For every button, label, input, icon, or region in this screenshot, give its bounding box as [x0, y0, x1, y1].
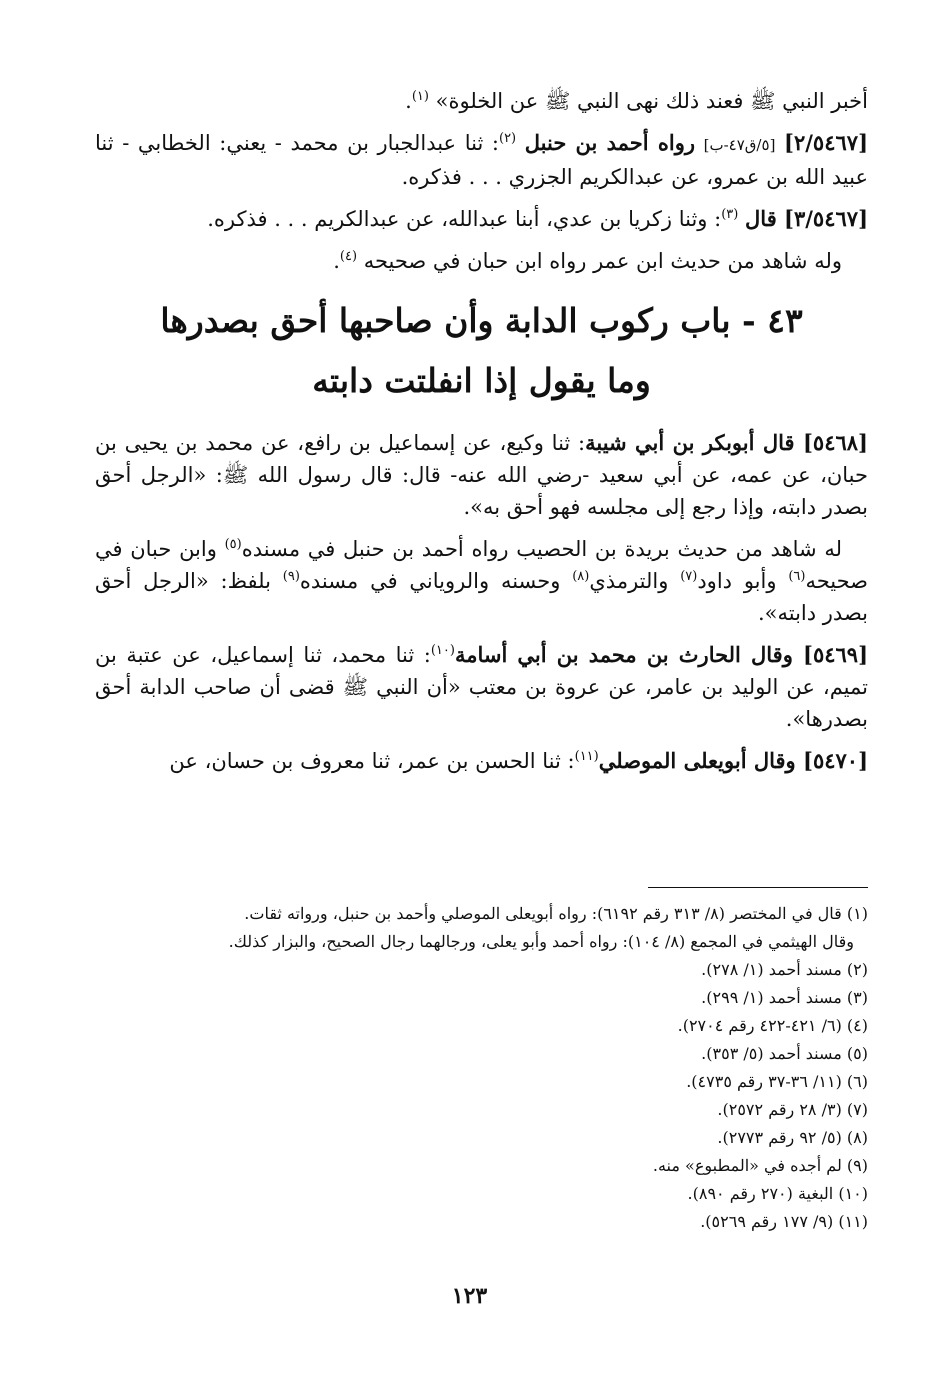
footnote-marker[interactable]: (٩): [282, 569, 300, 584]
footnote-item: (٥) مسند أحمد (٥/ ٣٥٣).: [701, 1044, 868, 1063]
footnotes: [95, 887, 868, 1236]
footnote-item: (١) قال في المختصر (٨/ ٣١٣ رقم ٦١٩٢): رواه أبويعلى الموصلي وأحمد بن حنبل، ورواته ثقات.: [244, 904, 868, 923]
narrator-lead: رواه أحمد بن حنبل: [524, 130, 695, 155]
paragraph-text: : ثنا عبدالجبار بن محمد - يعني: الخطابي - ثنا عبيد الله بن عمرو، عن عبدالكريم الجزري . . . فذكره.: [95, 131, 868, 189]
paragraph-text: : وثنا زكريا بن عدي، أبنا عبدالله، عن عبدالكريم . . . فذكره.: [207, 207, 722, 231]
page-body: [95, 85, 868, 787]
footnote-item: (٩) لم أجده في «المطبوع» منه.: [652, 1156, 868, 1175]
footnote-marker[interactable]: (٨): [572, 569, 590, 584]
footnote-marker[interactable]: (١٠): [430, 643, 455, 658]
chapter-heading: [95, 291, 868, 411]
footnote-item: (٧) (٣/ ٢٨ رقم ٢٥٧٢).: [717, 1100, 868, 1119]
footnote-marker[interactable]: (١١): [574, 749, 599, 764]
hadith-5468: [95, 427, 868, 523]
footnote-item: (٤) (٦/ ٤٢١-٤٢٢ رقم ٢٧٠٤).: [677, 1016, 868, 1035]
hadith-5470: [95, 745, 868, 777]
text-segment: بلفظ: «الرجل أحق بصدر دابته».: [95, 569, 868, 625]
page-number: ١٢٣: [451, 1283, 488, 1309]
hadith-number: [٥٤٧٠] وقال أبويعلى الموصلي: [598, 748, 868, 773]
hadith-number: [٣/٥٤٦٧] قال: [745, 206, 868, 231]
text-segment: وحسنه والروياني في مسنده: [299, 569, 573, 593]
text-segment: والترمذي: [589, 569, 681, 593]
hadith-text: : ثنا الحسن بن عمر، ثنا معروف بن حسان، عن: [169, 749, 575, 773]
text-segment: له شاهد من حديث بريدة بن الحصيب رواه أحمد بن حنبل في مسنده: [241, 537, 842, 561]
footnote-marker[interactable]: (٣): [721, 207, 739, 222]
footnote-marker[interactable]: (٤): [339, 249, 358, 264]
manuscript-reference: [٥/ق٤٧-ب]: [703, 136, 776, 154]
paragraph-1: [95, 85, 868, 117]
footnote-item: (٣) مسند أحمد (١/ ٢٩٩).: [701, 988, 868, 1007]
text-segment: وأبو داود: [697, 569, 789, 593]
hadith-5469: [95, 639, 868, 735]
paragraph-4: [95, 245, 868, 277]
hadith-text: : ثنا محمد، ثنا إسماعيل، عن عتبة بن تميم، عن الوليد بن عامر، عن عروة بن معتب «أن النبي ﷺ قضى أن صاحب الدابة أحق بصدرها».: [95, 643, 868, 731]
footnote-item: (٢) مسند أحمد (١/ ٢٧٨).: [701, 960, 868, 979]
paragraph-text: وله شاهد من حديث ابن عمر رواه ابن حبان في صحيحه: [363, 249, 842, 273]
footnote-marker[interactable]: (٢): [498, 131, 517, 146]
paragraph-3: [95, 203, 868, 235]
paragraph-text: أخبر النبي ﷺ فعند ذلك نهى النبي ﷺ عن الخلوة»: [435, 89, 868, 113]
footnote-item: وقال الهيثمي في المجمع (٨/ ١٠٤): رواه أحمد وأبو يعلى، ورجالهما رجال الصحيح، والبزار كذلك.: [228, 932, 854, 951]
footnote-marker[interactable]: (٥): [224, 537, 242, 552]
footnote-item: (١١) (٩/ ١٧٧ رقم ٥٢٦٩).: [700, 1212, 868, 1231]
footnote-marker[interactable]: (١): [411, 89, 429, 104]
paragraph-tail: .: [333, 249, 340, 273]
footnote-divider: [648, 887, 868, 888]
paragraph-tail: .: [405, 89, 412, 113]
footnote-item: (١٠) البغية (٢٧٠ رقم ٨٩٠).: [687, 1184, 868, 1203]
text-segment: وابن حبان في صحيحه: [95, 537, 868, 593]
footnote-marker[interactable]: (٧): [680, 569, 698, 584]
hadith-number: [٢/٥٤٦٧]: [784, 130, 868, 155]
footnote-item: (٦) (١١/ ٣٦-٣٧ رقم ٤٧٣٥).: [686, 1072, 868, 1091]
paragraph-2: [95, 127, 868, 193]
hadith-number: [٥٤٦٩] وقال الحارث بن محمد بن أبي أسامة: [454, 642, 868, 667]
footnote-item: (٨) (٥/ ٩٢ رقم ٢٧٧٣).: [717, 1128, 868, 1147]
witness-paragraph: [95, 533, 868, 629]
chapter-heading-line-1: ٤٣ - باب ركوب الدابة وأن صاحبها أحق بصدرها: [160, 301, 803, 340]
chapter-heading-line-2: وما يقول إذا انفلتت دابته: [312, 361, 651, 400]
hadith-number: [٥٤٦٨] قال أبوبكر بن أبي شيبة: [585, 430, 868, 455]
footnote-marker[interactable]: (٦): [788, 569, 806, 584]
hadith-text: : ثنا وكيع، عن إسماعيل بن رافع، عن محمد بن يحيى بن حبان، عن عمه، عن أبي سعيد -رضي الله عنه- قال: قال رسول الله ﷺ: «الرجل أحق بصدر دابته، وإذا رجع إلى مجلسه فهو أحق به».: [95, 431, 868, 519]
